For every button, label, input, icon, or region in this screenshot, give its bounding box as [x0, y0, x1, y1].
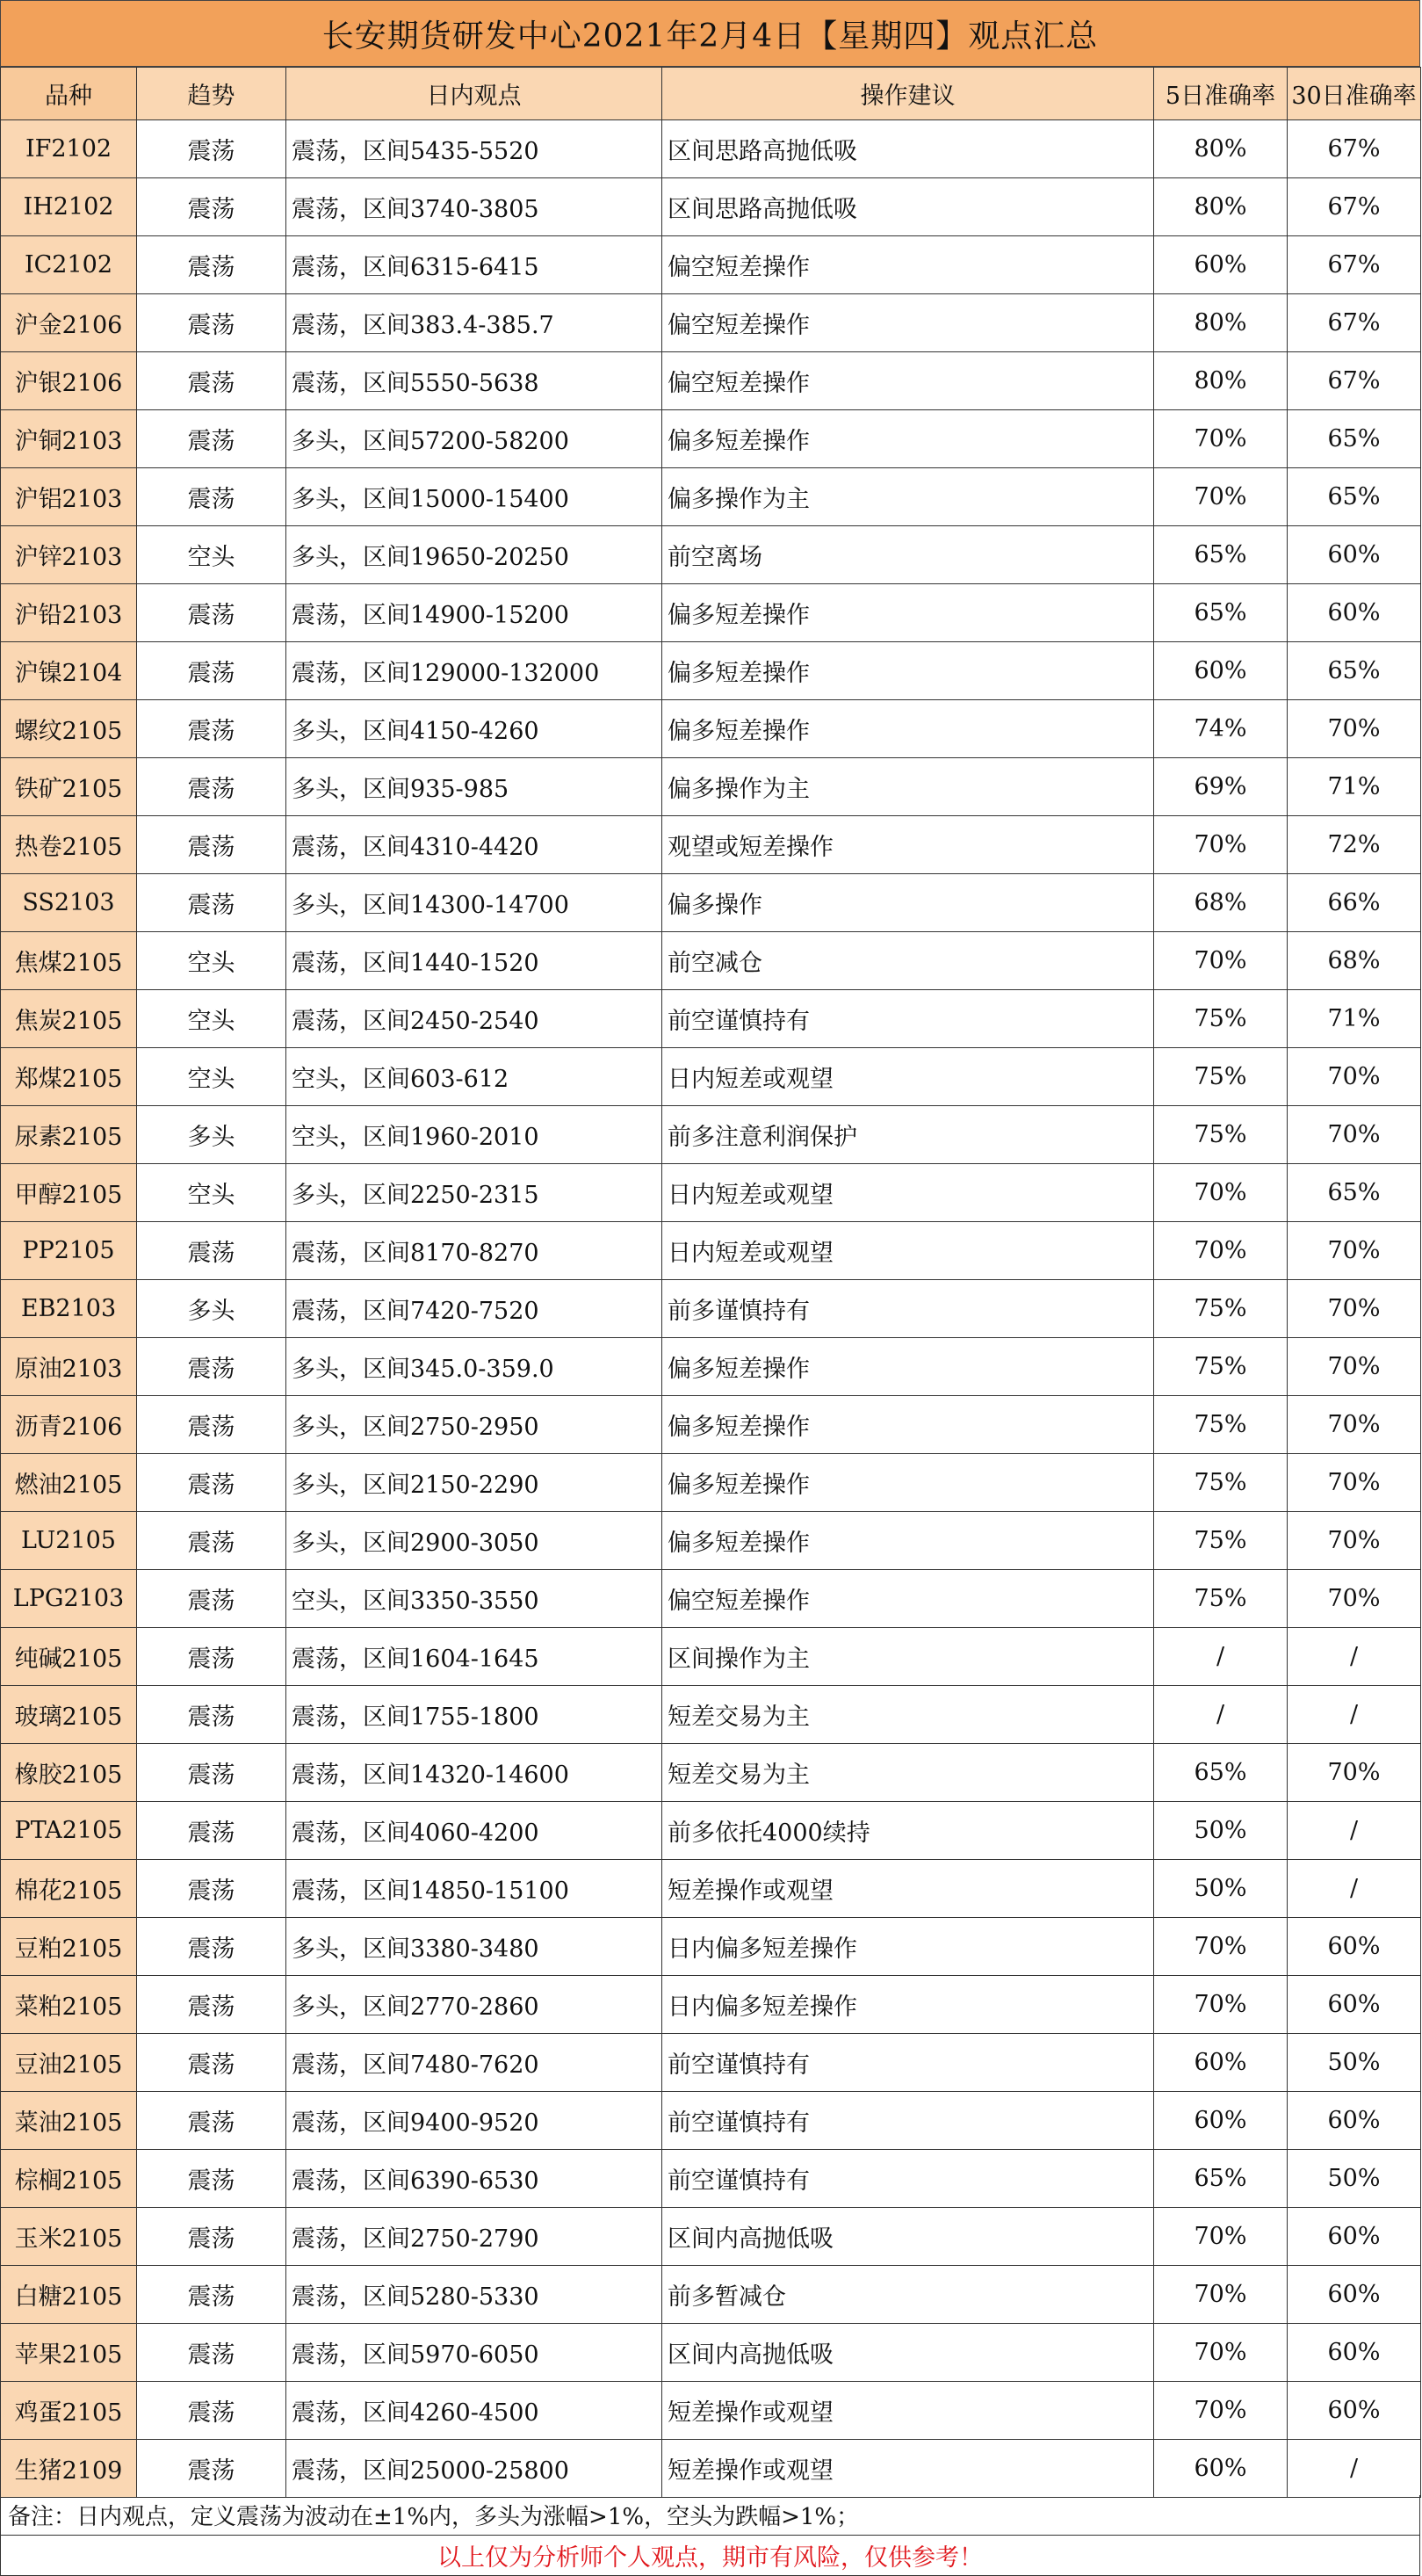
cell-trend: 震荡 [137, 468, 286, 526]
cell-accuracy-30d: 66% [1288, 874, 1421, 932]
cell-variety: 沪银2106 [1, 352, 137, 410]
table-body [1, 120, 1421, 2498]
cell-accuracy-5d: 60% [1154, 2440, 1288, 2498]
table-row [1, 1860, 1421, 1918]
cell-accuracy-5d: 80% [1154, 178, 1288, 236]
cell-advice: 短差操作或观望 [662, 1860, 1154, 1918]
cell-intraday-view: 震荡，区间4060-4200 [286, 1802, 662, 1860]
cell-trend: 震荡 [137, 1570, 286, 1628]
cell-variety: 铁矿2105 [1, 758, 137, 816]
table-row [1, 816, 1421, 874]
cell-accuracy-30d: 60% [1288, 1976, 1421, 2034]
table-row [1, 990, 1421, 1048]
cell-accuracy-5d: 74% [1154, 700, 1288, 758]
cell-trend: 震荡 [137, 2440, 286, 2498]
cell-accuracy-30d: 50% [1288, 2150, 1421, 2208]
cell-variety: LU2105 [1, 1512, 137, 1570]
cell-variety: 菜粕2105 [1, 1976, 137, 2034]
cell-accuracy-30d: 60% [1288, 2092, 1421, 2150]
cell-variety: IF2102 [1, 120, 137, 178]
cell-accuracy-5d: 69% [1154, 758, 1288, 816]
table-row [1, 1570, 1421, 1628]
table-row [1, 468, 1421, 526]
cell-advice: 短差交易为主 [662, 1686, 1154, 1744]
cell-intraday-view: 震荡，区间1755-1800 [286, 1686, 662, 1744]
table-row [1, 2324, 1421, 2382]
cell-intraday-view: 多头，区间2900-3050 [286, 1512, 662, 1570]
cell-variety: 菜油2105 [1, 2092, 137, 2150]
cell-trend: 震荡 [137, 1744, 286, 1802]
cell-accuracy-30d: 70% [1288, 1106, 1421, 1164]
cell-advice: 前空离场 [662, 526, 1154, 584]
cell-accuracy-30d: / [1288, 1686, 1421, 1744]
table-row [1, 178, 1421, 236]
cell-accuracy-5d: 70% [1154, 1164, 1288, 1222]
cell-intraday-view: 震荡，区间6315-6415 [286, 236, 662, 294]
footnote: 备注：日内观点，定义震荡为波动在±1%内，多头为涨幅>1%，空头为跌幅>1%； [0, 2495, 1420, 2536]
table-row [1, 2034, 1421, 2092]
cell-intraday-view: 空头，区间603-612 [286, 1048, 662, 1106]
table-row [1, 1222, 1421, 1280]
cell-trend: 震荡 [137, 1802, 286, 1860]
header-trend: 趋势 [137, 68, 286, 120]
cell-variety: 橡胶2105 [1, 1744, 137, 1802]
cell-accuracy-5d: 70% [1154, 816, 1288, 874]
cell-advice: 前多谨慎持有 [662, 1280, 1154, 1338]
cell-advice: 前空谨慎持有 [662, 2092, 1154, 2150]
header-advice: 操作建议 [662, 68, 1154, 120]
cell-accuracy-5d: 75% [1154, 1454, 1288, 1512]
cell-advice: 前多注意利润保护 [662, 1106, 1154, 1164]
table-row [1, 1396, 1421, 1454]
cell-intraday-view: 震荡，区间14320-14600 [286, 1744, 662, 1802]
cell-variety: 燃油2105 [1, 1454, 137, 1512]
table-row [1, 1454, 1421, 1512]
cell-trend: 空头 [137, 1048, 286, 1106]
table-row [1, 1918, 1421, 1976]
cell-intraday-view: 震荡，区间6390-6530 [286, 2150, 662, 2208]
cell-accuracy-5d: 70% [1154, 2208, 1288, 2266]
cell-trend: 震荡 [137, 236, 286, 294]
table-row [1, 2382, 1421, 2440]
cell-variety: 螺纹2105 [1, 700, 137, 758]
cell-trend: 震荡 [137, 1860, 286, 1918]
cell-trend: 空头 [137, 1164, 286, 1222]
cell-intraday-view: 震荡，区间383.4-385.7 [286, 294, 662, 352]
cell-intraday-view: 震荡，区间1440-1520 [286, 932, 662, 990]
cell-advice: 日内短差或观望 [662, 1222, 1154, 1280]
cell-accuracy-30d: 70% [1288, 1744, 1421, 1802]
cell-accuracy-5d: 80% [1154, 120, 1288, 178]
cell-intraday-view: 多头，区间57200-58200 [286, 410, 662, 468]
cell-advice: 偏多短差操作 [662, 410, 1154, 468]
cell-advice: 前空谨慎持有 [662, 990, 1154, 1048]
cell-advice: 前多依托4000续持 [662, 1802, 1154, 1860]
cell-advice: 前空谨慎持有 [662, 2034, 1154, 2092]
cell-trend: 震荡 [137, 2324, 286, 2382]
table-row [1, 1280, 1421, 1338]
cell-advice: 偏多短差操作 [662, 700, 1154, 758]
cell-accuracy-30d: 70% [1288, 1338, 1421, 1396]
cell-accuracy-30d: 67% [1288, 294, 1421, 352]
cell-intraday-view: 多头，区间2770-2860 [286, 1976, 662, 2034]
cell-trend: 震荡 [137, 1628, 286, 1686]
cell-variety: PTA2105 [1, 1802, 137, 1860]
cell-accuracy-5d: 65% [1154, 584, 1288, 642]
cell-accuracy-30d: 70% [1288, 1048, 1421, 1106]
cell-advice: 前空减仓 [662, 932, 1154, 990]
cell-trend: 震荡 [137, 1222, 286, 1280]
table-row [1, 1512, 1421, 1570]
cell-advice: 日内短差或观望 [662, 1164, 1154, 1222]
table-row [1, 2150, 1421, 2208]
cell-intraday-view: 震荡，区间9400-9520 [286, 2092, 662, 2150]
cell-intraday-view: 多头，区间3380-3480 [286, 1918, 662, 1976]
table-row [1, 120, 1421, 178]
cell-accuracy-5d: 60% [1154, 2092, 1288, 2150]
cell-intraday-view: 多头，区间4150-4260 [286, 700, 662, 758]
table-row [1, 874, 1421, 932]
cell-accuracy-5d: 70% [1154, 468, 1288, 526]
cell-variety: 沪铅2103 [1, 584, 137, 642]
cell-variety: 玉米2105 [1, 2208, 137, 2266]
cell-accuracy-5d: 65% [1154, 526, 1288, 584]
cell-variety: 豆油2105 [1, 2034, 137, 2092]
cell-advice: 偏多短差操作 [662, 1396, 1154, 1454]
table-row [1, 236, 1421, 294]
sheet-title: 长安期货研发中心2021年2月4日【星期四】观点汇总 [0, 0, 1420, 67]
cell-accuracy-30d: 60% [1288, 2324, 1421, 2382]
cell-intraday-view: 多头，区间2750-2950 [286, 1396, 662, 1454]
cell-intraday-view: 震荡，区间14900-15200 [286, 584, 662, 642]
cell-advice: 日内偏多短差操作 [662, 1918, 1154, 1976]
cell-intraday-view: 震荡，区间2750-2790 [286, 2208, 662, 2266]
cell-variety: 沥青2106 [1, 1396, 137, 1454]
cell-variety: IC2102 [1, 236, 137, 294]
table-row [1, 1802, 1421, 1860]
cell-trend: 震荡 [137, 1396, 286, 1454]
cell-intraday-view: 震荡，区间4260-4500 [286, 2382, 662, 2440]
cell-advice: 偏多短差操作 [662, 642, 1154, 700]
cell-variety: 豆粕2105 [1, 1918, 137, 1976]
table-row [1, 352, 1421, 410]
cell-accuracy-5d: 70% [1154, 1918, 1288, 1976]
cell-variety: 沪金2106 [1, 294, 137, 352]
cell-advice: 日内偏多短差操作 [662, 1976, 1154, 2034]
cell-accuracy-30d: 67% [1288, 120, 1421, 178]
cell-accuracy-30d: 67% [1288, 352, 1421, 410]
cell-advice: 偏空短差操作 [662, 294, 1154, 352]
cell-variety: 棕榈2105 [1, 2150, 137, 2208]
cell-intraday-view: 震荡，区间5435-5520 [286, 120, 662, 178]
cell-advice: 区间思路高抛低吸 [662, 178, 1154, 236]
table-row [1, 700, 1421, 758]
table-row [1, 932, 1421, 990]
header-row [1, 68, 1421, 120]
cell-variety: EB2103 [1, 1280, 137, 1338]
cell-accuracy-5d: 80% [1154, 352, 1288, 410]
table-row [1, 584, 1421, 642]
cell-trend: 震荡 [137, 758, 286, 816]
cell-accuracy-5d: 50% [1154, 1802, 1288, 1860]
cell-trend: 空头 [137, 932, 286, 990]
table-row [1, 758, 1421, 816]
cell-accuracy-5d: 75% [1154, 990, 1288, 1048]
cell-accuracy-5d: 60% [1154, 642, 1288, 700]
cell-intraday-view: 震荡，区间7480-7620 [286, 2034, 662, 2092]
cell-accuracy-30d: 68% [1288, 932, 1421, 990]
cell-accuracy-30d: 70% [1288, 1454, 1421, 1512]
cell-advice: 前多暂减仓 [662, 2266, 1154, 2324]
cell-advice: 前空谨慎持有 [662, 2150, 1154, 2208]
cell-intraday-view: 震荡，区间5550-5638 [286, 352, 662, 410]
table-row [1, 1338, 1421, 1396]
cell-intraday-view: 震荡，区间4310-4420 [286, 816, 662, 874]
cell-trend: 震荡 [137, 410, 286, 468]
cell-advice: 偏多操作为主 [662, 758, 1154, 816]
cell-accuracy-30d: 70% [1288, 1280, 1421, 1338]
cell-trend: 震荡 [137, 874, 286, 932]
table-row [1, 294, 1421, 352]
cell-variety: SS2103 [1, 874, 137, 932]
cell-advice: 偏多操作 [662, 874, 1154, 932]
cell-variety: 沪镍2104 [1, 642, 137, 700]
cell-variety: 沪铜2103 [1, 410, 137, 468]
header-intraday-view: 日内观点 [286, 68, 662, 120]
cell-variety: 热卷2105 [1, 816, 137, 874]
cell-accuracy-30d: 50% [1288, 2034, 1421, 2092]
cell-variety: 甲醇2105 [1, 1164, 137, 1222]
cell-variety: 鸡蛋2105 [1, 2382, 137, 2440]
cell-variety: 白糖2105 [1, 2266, 137, 2324]
cell-intraday-view: 多头，区间2150-2290 [286, 1454, 662, 1512]
table-row [1, 410, 1421, 468]
table-row [1, 2092, 1421, 2150]
cell-accuracy-30d: 60% [1288, 584, 1421, 642]
table-row [1, 526, 1421, 584]
cell-accuracy-5d: 75% [1154, 1048, 1288, 1106]
table-row [1, 2440, 1421, 2498]
cell-accuracy-5d: 70% [1154, 932, 1288, 990]
cell-advice: 偏多短差操作 [662, 1512, 1154, 1570]
cell-accuracy-5d: 75% [1154, 1338, 1288, 1396]
cell-accuracy-30d: 60% [1288, 1918, 1421, 1976]
cell-trend: 震荡 [137, 352, 286, 410]
cell-advice: 偏多短差操作 [662, 584, 1154, 642]
cell-trend: 震荡 [137, 294, 286, 352]
cell-accuracy-5d: 60% [1154, 2034, 1288, 2092]
cell-variety: 玻璃2105 [1, 1686, 137, 1744]
cell-variety: 沪锌2103 [1, 526, 137, 584]
cell-accuracy-30d: 65% [1288, 410, 1421, 468]
cell-intraday-view: 多头，区间19650-20250 [286, 526, 662, 584]
cell-trend: 空头 [137, 526, 286, 584]
cell-intraday-view: 震荡，区间8170-8270 [286, 1222, 662, 1280]
cell-variety: 苹果2105 [1, 2324, 137, 2382]
cell-intraday-view: 震荡，区间5280-5330 [286, 2266, 662, 2324]
cell-advice: 区间思路高抛低吸 [662, 120, 1154, 178]
cell-accuracy-5d: 70% [1154, 2324, 1288, 2382]
cell-accuracy-5d: 75% [1154, 1570, 1288, 1628]
cell-accuracy-5d: 75% [1154, 1280, 1288, 1338]
cell-trend: 震荡 [137, 2266, 286, 2324]
cell-advice: 偏多操作为主 [662, 468, 1154, 526]
cell-accuracy-30d: 72% [1288, 816, 1421, 874]
cell-advice: 区间内高抛低吸 [662, 2208, 1154, 2266]
cell-accuracy-30d: 60% [1288, 526, 1421, 584]
cell-accuracy-5d: 68% [1154, 874, 1288, 932]
cell-advice: 日内短差或观望 [662, 1048, 1154, 1106]
cell-accuracy-5d: 70% [1154, 1976, 1288, 2034]
cell-accuracy-30d: 70% [1288, 1570, 1421, 1628]
table-row [1, 1744, 1421, 1802]
table-row [1, 642, 1421, 700]
cell-advice: 偏空短差操作 [662, 236, 1154, 294]
cell-accuracy-5d: 70% [1154, 1222, 1288, 1280]
cell-trend: 空头 [137, 990, 286, 1048]
header-accuracy-5d: 5日准确率 [1154, 68, 1288, 120]
cell-variety: IH2102 [1, 178, 137, 236]
table-row [1, 1164, 1421, 1222]
cell-intraday-view: 震荡，区间129000-132000 [286, 642, 662, 700]
cell-advice: 短差操作或观望 [662, 2440, 1154, 2498]
cell-accuracy-5d: 70% [1154, 2382, 1288, 2440]
cell-accuracy-30d: 67% [1288, 236, 1421, 294]
cell-accuracy-30d: 67% [1288, 178, 1421, 236]
disclaimer: 以上仅为分析师个人观点，期市有风险，仅供参考！ [0, 2536, 1420, 2576]
cell-advice: 偏空短差操作 [662, 352, 1154, 410]
views-table [0, 67, 1421, 2498]
cell-accuracy-30d: / [1288, 1860, 1421, 1918]
cell-advice: 偏多短差操作 [662, 1454, 1154, 1512]
cell-advice: 区间操作为主 [662, 1628, 1154, 1686]
table-row [1, 1976, 1421, 2034]
cell-variety: 棉花2105 [1, 1860, 137, 1918]
cell-accuracy-5d: / [1154, 1686, 1288, 1744]
cell-intraday-view: 震荡，区间7420-7520 [286, 1280, 662, 1338]
cell-variety: 焦炭2105 [1, 990, 137, 1048]
cell-accuracy-5d: 75% [1154, 1106, 1288, 1164]
cell-accuracy-5d: 65% [1154, 1744, 1288, 1802]
table-row [1, 1686, 1421, 1744]
cell-advice: 观望或短差操作 [662, 816, 1154, 874]
cell-variety: 尿素2105 [1, 1106, 137, 1164]
header-variety: 品种 [1, 68, 137, 120]
cell-advice: 短差操作或观望 [662, 2382, 1154, 2440]
cell-accuracy-5d: 80% [1154, 294, 1288, 352]
cell-accuracy-5d: 70% [1154, 410, 1288, 468]
cell-variety: 郑煤2105 [1, 1048, 137, 1106]
table-row [1, 1106, 1421, 1164]
cell-accuracy-30d: 70% [1288, 1222, 1421, 1280]
header-accuracy-30d: 30日准确率 [1288, 68, 1421, 120]
cell-trend: 震荡 [137, 120, 286, 178]
cell-trend: 震荡 [137, 700, 286, 758]
cell-advice: 短差交易为主 [662, 1744, 1154, 1802]
cell-intraday-view: 空头，区间3350-3550 [286, 1570, 662, 1628]
cell-trend: 震荡 [137, 178, 286, 236]
cell-accuracy-30d: 60% [1288, 2382, 1421, 2440]
cell-accuracy-30d: / [1288, 1628, 1421, 1686]
cell-variety: 纯碱2105 [1, 1628, 137, 1686]
cell-advice: 偏空短差操作 [662, 1570, 1154, 1628]
table-row [1, 2266, 1421, 2324]
cell-trend: 震荡 [137, 2092, 286, 2150]
cell-intraday-view: 多头，区间345.0-359.0 [286, 1338, 662, 1396]
cell-trend: 震荡 [137, 1686, 286, 1744]
cell-variety: 生猪2109 [1, 2440, 137, 2498]
cell-accuracy-5d: 60% [1154, 236, 1288, 294]
cell-intraday-view: 震荡，区间5970-6050 [286, 2324, 662, 2382]
cell-intraday-view: 震荡，区间1604-1645 [286, 1628, 662, 1686]
cell-accuracy-30d: 60% [1288, 2266, 1421, 2324]
cell-accuracy-5d: 65% [1154, 2150, 1288, 2208]
cell-intraday-view: 震荡，区间25000-25800 [286, 2440, 662, 2498]
cell-intraday-view: 多头，区间935-985 [286, 758, 662, 816]
cell-trend: 震荡 [137, 1338, 286, 1396]
cell-intraday-view: 震荡，区间2450-2540 [286, 990, 662, 1048]
cell-advice: 区间内高抛低吸 [662, 2324, 1154, 2382]
cell-accuracy-30d: 71% [1288, 758, 1421, 816]
cell-trend: 震荡 [137, 1976, 286, 2034]
cell-variety: 原油2103 [1, 1338, 137, 1396]
cell-trend: 震荡 [137, 1454, 286, 1512]
cell-intraday-view: 多头，区间15000-15400 [286, 468, 662, 526]
cell-accuracy-30d: 71% [1288, 990, 1421, 1048]
cell-accuracy-30d: 70% [1288, 1396, 1421, 1454]
cell-trend: 震荡 [137, 2150, 286, 2208]
cell-trend: 震荡 [137, 2382, 286, 2440]
cell-accuracy-5d: 70% [1154, 2266, 1288, 2324]
cell-accuracy-30d: / [1288, 1802, 1421, 1860]
table-row [1, 1628, 1421, 1686]
cell-trend: 震荡 [137, 2208, 286, 2266]
cell-accuracy-5d: / [1154, 1628, 1288, 1686]
cell-trend: 震荡 [137, 1512, 286, 1570]
cell-trend: 震荡 [137, 816, 286, 874]
cell-accuracy-5d: 75% [1154, 1512, 1288, 1570]
cell-accuracy-30d: 70% [1288, 700, 1421, 758]
cell-variety: PP2105 [1, 1222, 137, 1280]
cell-trend: 震荡 [137, 642, 286, 700]
cell-trend: 震荡 [137, 2034, 286, 2092]
cell-variety: LPG2103 [1, 1570, 137, 1628]
cell-variety: 沪铝2103 [1, 468, 137, 526]
cell-intraday-view: 震荡，区间3740-3805 [286, 178, 662, 236]
table-row [1, 1048, 1421, 1106]
cell-intraday-view: 空头，区间1960-2010 [286, 1106, 662, 1164]
cell-accuracy-30d: 70% [1288, 1512, 1421, 1570]
cell-accuracy-30d: 60% [1288, 2208, 1421, 2266]
cell-intraday-view: 多头，区间14300-14700 [286, 874, 662, 932]
cell-trend: 震荡 [137, 584, 286, 642]
cell-advice: 偏多短差操作 [662, 1338, 1154, 1396]
cell-trend: 多头 [137, 1280, 286, 1338]
cell-variety: 焦煤2105 [1, 932, 137, 990]
cell-accuracy-5d: 75% [1154, 1396, 1288, 1454]
cell-accuracy-30d: 65% [1288, 642, 1421, 700]
cell-trend: 震荡 [137, 1918, 286, 1976]
cell-intraday-view: 多头，区间2250-2315 [286, 1164, 662, 1222]
cell-accuracy-30d: / [1288, 2440, 1421, 2498]
cell-accuracy-30d: 65% [1288, 1164, 1421, 1222]
cell-accuracy-5d: 50% [1154, 1860, 1288, 1918]
cell-intraday-view: 震荡，区间14850-15100 [286, 1860, 662, 1918]
cell-trend: 多头 [137, 1106, 286, 1164]
cell-accuracy-30d: 65% [1288, 468, 1421, 526]
table-row [1, 2208, 1421, 2266]
